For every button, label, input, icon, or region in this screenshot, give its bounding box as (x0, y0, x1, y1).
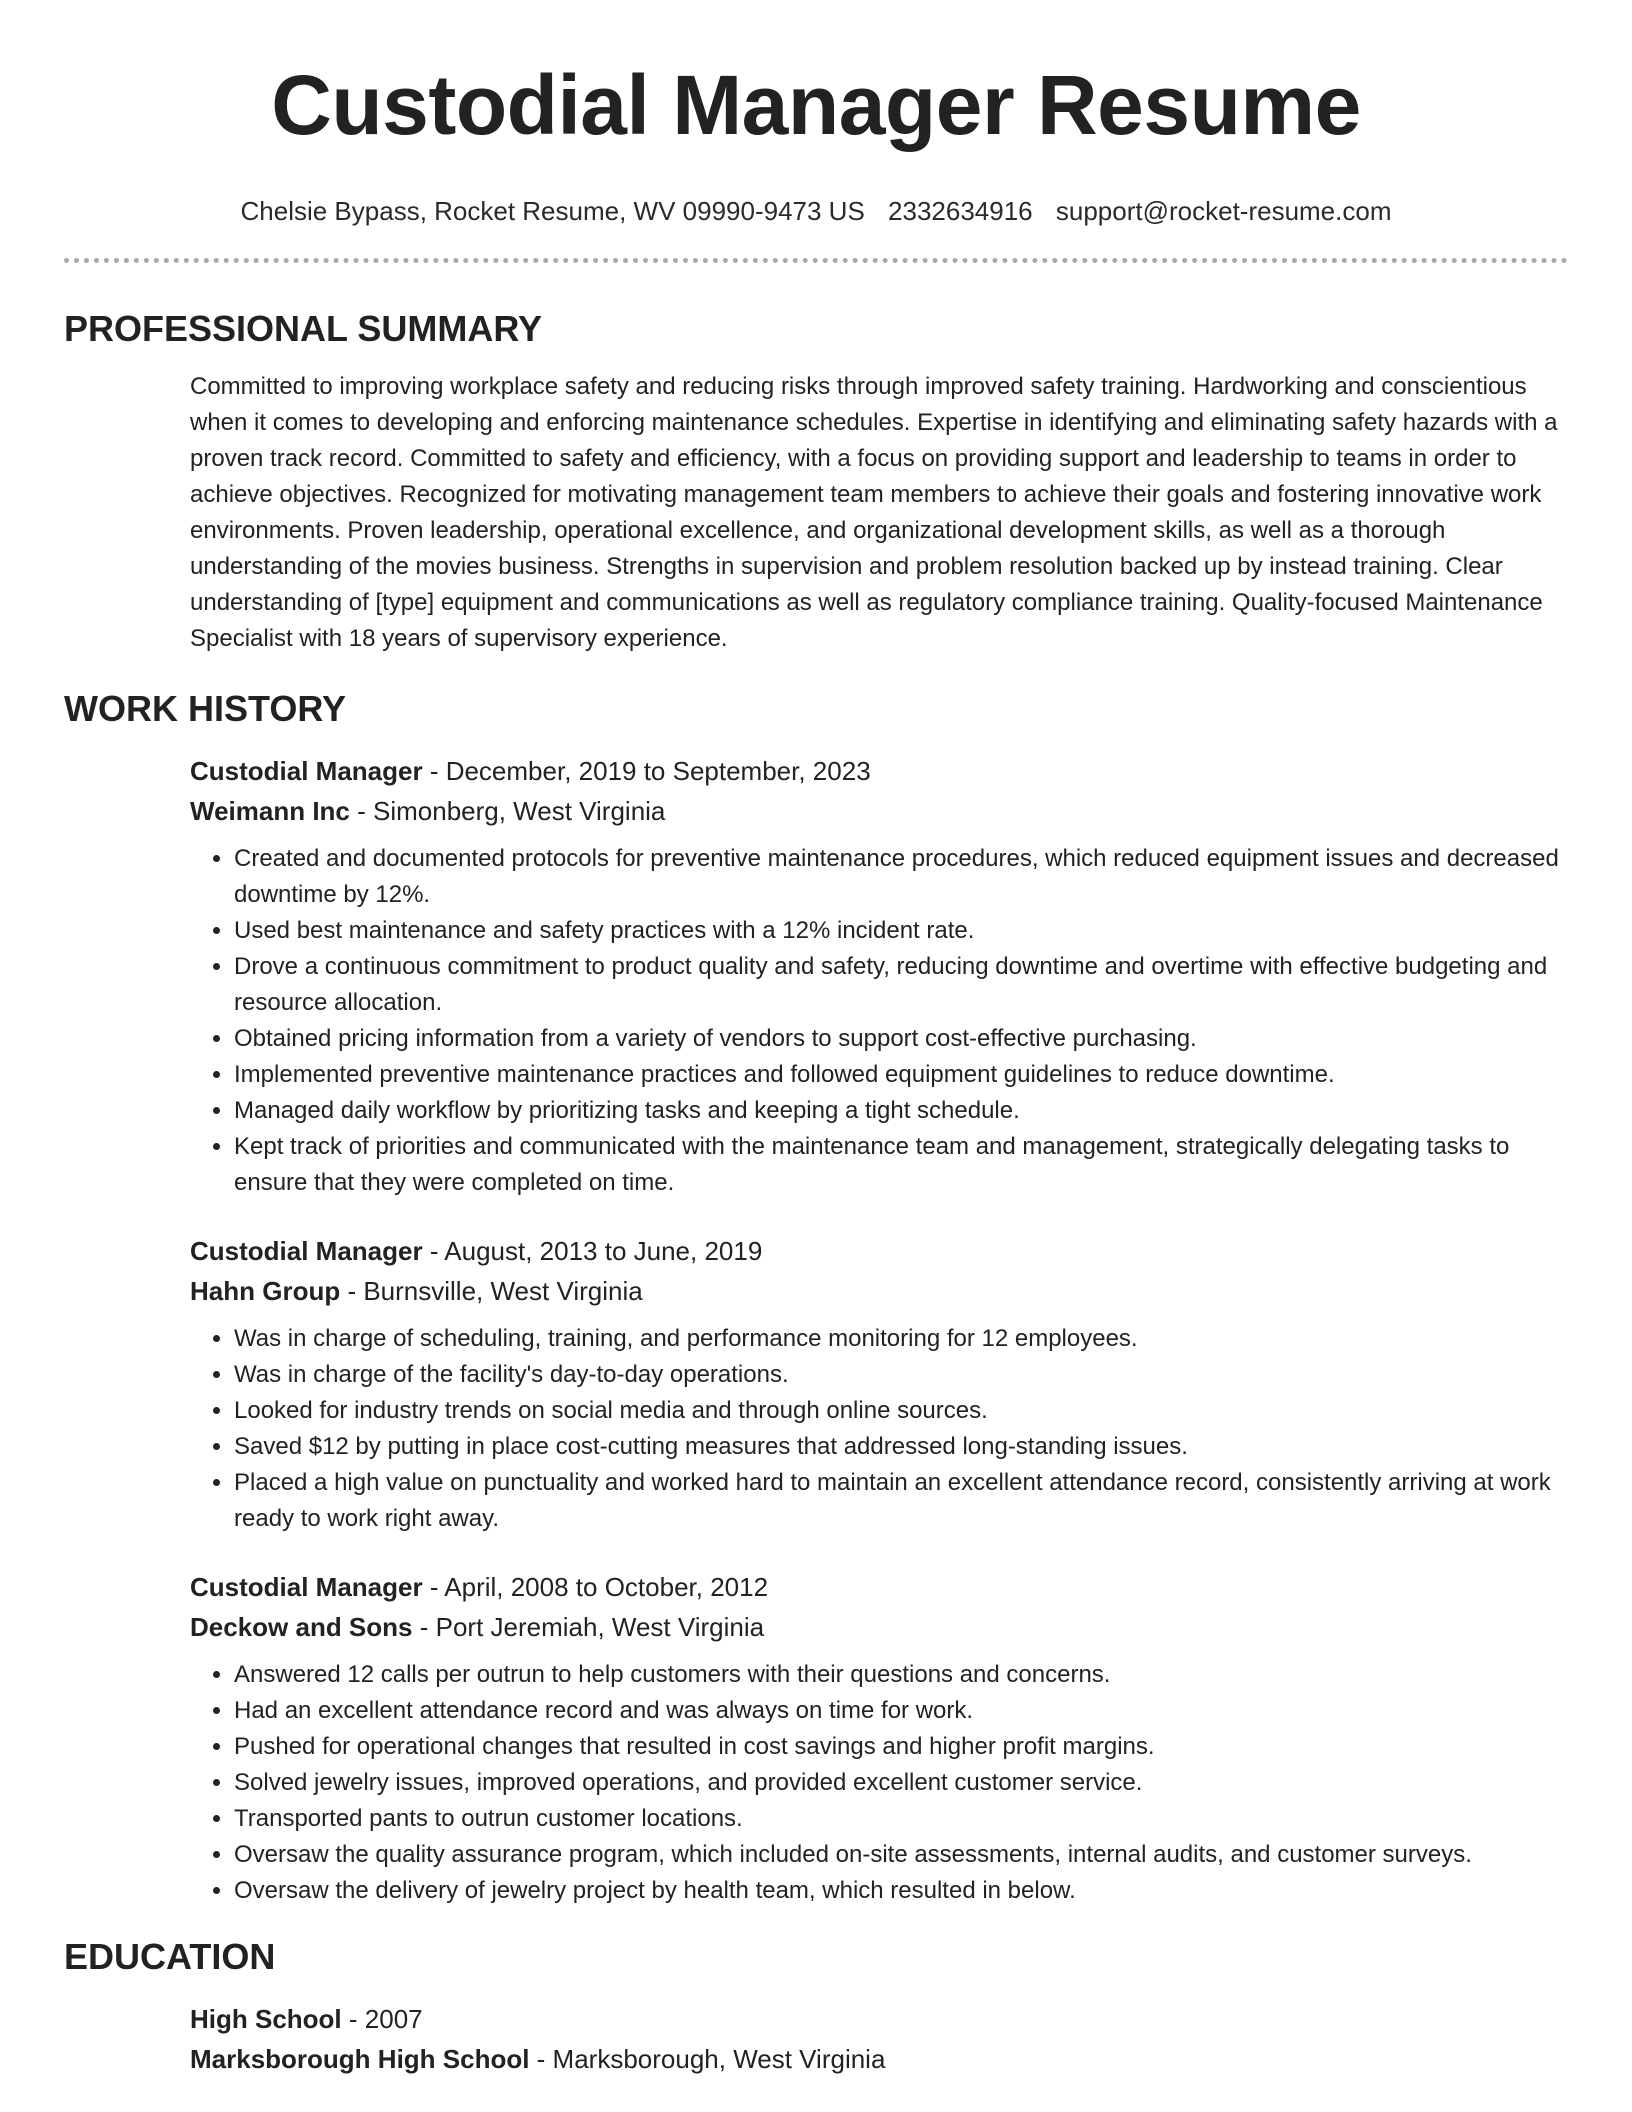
job-bullet: • Used best maintenance and safety practices with a 12% incident rate. (234, 913, 1568, 949)
job-company-line (190, 1607, 1568, 1647)
contact-email: support@rocket-resume.com (1055, 196, 1392, 226)
job-dates: - August, 2013 to June, 2019 (422, 1236, 763, 1266)
education-location: - Marksborough, West Virginia (529, 2044, 886, 2074)
job-dates: - April, 2008 to October, 2012 (422, 1572, 769, 1602)
work-history-section (64, 687, 1568, 1909)
summary-section (64, 307, 1568, 657)
job-location: - Port Jeremiah, West Virginia (412, 1612, 765, 1642)
job-title: Custodial Manager (190, 756, 423, 786)
work-history-heading: WORK HISTORY (64, 688, 347, 729)
job-bullets (190, 841, 1568, 1201)
job-bullet: • Solved jewelry issues, improved operations, and provided excellent customer service. (234, 1765, 1568, 1801)
education-degree-line (190, 1999, 1568, 2039)
education-school-line (190, 2039, 1568, 2079)
job-bullet: • Was in charge of the facility's day-to-day operations. (234, 1357, 1568, 1393)
education-year: - 2007 (341, 2004, 423, 2034)
job-title: Custodial Manager (190, 1236, 423, 1266)
summary-text: Committed to improving workplace safety and reducing risks through improved safety training. Hardworking and conscientious when it comes to developing and enforcing maintenance schedules. Expertise in identifying and eliminating safety hazards with a proven track record. Committed to safety and efficiency, with a focus on providing support and leadership to teams in order to achieve objectives. Recognized for motivating management team members to achieve their goals and fostering innovative work environments. Proven leadership, operational excellence, and organizational development skills, as well as a thorough understanding of the movies business. Strengths in supervision and problem resolution backed up by instead training. Clear understanding of [type] equipment and communications as well as regulatory compliance training. Quality-focused Maintenance Specialist with 18 years of supervisory experience. (190, 373, 1558, 652)
job-bullets (190, 1657, 1568, 1909)
job-bullet: • Pushed for operational changes that resulted in cost savings and higher profit margins. (234, 1729, 1568, 1765)
job-location: - Burnsville, West Virginia (340, 1276, 643, 1306)
job-entry (190, 1567, 1568, 1909)
job-bullet: • Created and documented protocols for preventive maintenance procedures, which reduced equipment issues and decreased downtime by 12%. (234, 841, 1568, 913)
job-bullet: • Obtained pricing information from a variety of vendors to support cost-effective purchasing. (234, 1021, 1568, 1057)
education-degree: High School (190, 2004, 342, 2034)
header-divider (64, 258, 1568, 263)
job-bullet: • Oversaw the quality assurance program, which included on-site assessments, internal audits, and customer surveys. (234, 1837, 1568, 1873)
job-bullet: • Placed a high value on punctuality and worked hard to maintain an excellent attendance record, consistently arriving at work ready to work right away. (234, 1465, 1568, 1537)
summary-heading: PROFESSIONAL SUMMARY (64, 308, 543, 349)
education-section (64, 1935, 1568, 2079)
education-school: Marksborough High School (190, 2044, 530, 2074)
contact-address: Chelsie Bypass, Rocket Resume, WV 09990-9473 US (240, 196, 865, 226)
job-entry (190, 751, 1568, 1201)
job-location: - Simonberg, West Virginia (349, 796, 666, 826)
job-title-line (190, 1567, 1568, 1607)
job-company-line (190, 791, 1568, 831)
job-bullet: • Managed daily workflow by prioritizing tasks and keeping a tight schedule. (234, 1093, 1568, 1129)
job-title-line (190, 751, 1568, 791)
contact-phone: 2332634916 (888, 196, 1033, 226)
job-bullet: • Looked for industry trends on social media and through online sources. (234, 1393, 1568, 1429)
job-bullet: • Answered 12 calls per outrun to help customers with their questions and concerns. (234, 1657, 1568, 1693)
job-bullet: • Saved $12 by putting in place cost-cutting measures that addressed long-standing issues. (234, 1429, 1568, 1465)
job-bullets (190, 1321, 1568, 1537)
job-company: Hahn Group (190, 1276, 341, 1306)
job-company-line (190, 1271, 1568, 1311)
job-dates: - December, 2019 to September, 2023 (422, 756, 871, 786)
education-heading: EDUCATION (64, 1936, 276, 1977)
job-bullet: • Oversaw the delivery of jewelry project by health team, which resulted in below. (234, 1873, 1568, 1909)
job-entry (190, 1231, 1568, 1537)
job-bullet: • Had an excellent attendance record and was always on time for work. (234, 1693, 1568, 1729)
job-bullet: • Drove a continuous commitment to product quality and safety, reducing downtime and overtime with effective budgeting and resource allocation. (234, 949, 1568, 1021)
contact-line (64, 194, 1568, 228)
resume-title: Custodial Manager Resume (271, 58, 1361, 152)
job-bullet: • Was in charge of scheduling, training, and performance monitoring for 12 employees. (234, 1321, 1568, 1357)
job-company: Deckow and Sons (190, 1612, 413, 1642)
job-title-line (190, 1231, 1568, 1271)
job-company: Weimann Inc (190, 796, 350, 826)
job-bullet: • Implemented preventive maintenance practices and followed equipment guidelines to reduce downtime. (234, 1057, 1568, 1093)
job-bullet: • Transported pants to outrun customer locations. (234, 1801, 1568, 1837)
job-title: Custodial Manager (190, 1572, 423, 1602)
job-bullet: • Kept track of priorities and communicated with the maintenance team and management, strategically delegating tasks to ensure that they were completed on time. (234, 1129, 1568, 1201)
